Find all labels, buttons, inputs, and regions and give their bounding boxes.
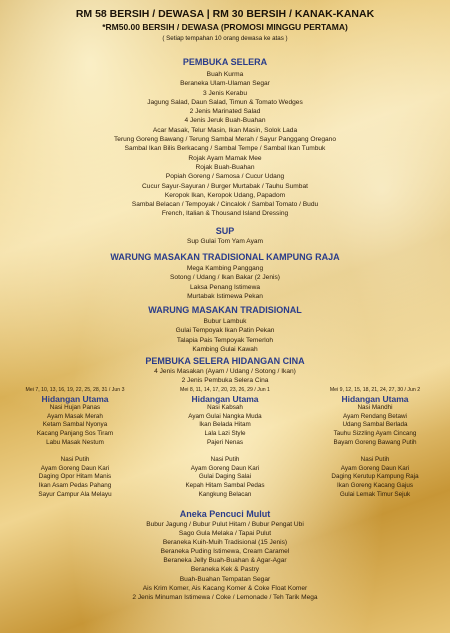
section-title-warung-tradisional: WARUNG MASAKAN TRADISIONAL	[148, 305, 302, 315]
list-item: Bubur Lambuk	[203, 318, 247, 325]
list-item: Kacang Panjang Sos Tiram	[36, 430, 114, 438]
list-item: Sup Gulai Tom Yam Ayam	[186, 238, 264, 245]
list-item: French, Italian & Thousand Island Dressing	[161, 210, 289, 218]
list-item: Udang Sambal Berlada	[342, 421, 408, 429]
promo-line: *RM50.00 BERSIH / DEWASA (PROMOSI MINGGU PERTAMA)	[102, 22, 348, 32]
list-item: Sotong / Udang / Ikan Bakar (2 Jenis)	[170, 274, 280, 282]
menu-group-1	[0, 404, 150, 448]
column-title: Hidangan Utama	[191, 394, 259, 404]
list-item: Nasi Putih	[360, 456, 390, 464]
list-item: Cucur Sayur-Sayuran / Burger Murtabak / Tauhu Sumbat	[142, 182, 308, 190]
list-item: Buah Kurma	[206, 71, 244, 78]
list-item: Ayam Goreng Daun Kari	[40, 464, 110, 472]
list-item: Ikan Goreng Kacang Gajus	[337, 482, 413, 490]
section-title-sup: SUP	[215, 226, 235, 236]
list-item: Terung Goreng Bawang / Terung Sambal Merah / Sayur Panggang Oregano	[113, 136, 336, 144]
list-item: Pajeri Nenas	[206, 438, 244, 446]
list-item: 4 Jenis Jeruk Buah-Buahan	[184, 117, 266, 125]
sup-list	[0, 237, 450, 246]
schedule-dates: Mei 8, 11, 14, 17, 20, 23, 26, 29 / Jun 1	[180, 387, 270, 393]
section-title-hidangan-cina: PEMBUKA SELERA HIDANGAN CINA	[145, 356, 305, 366]
list-item: Tauhu Sizzling Ayam Cincang	[333, 430, 417, 438]
list-item: Gulai Lemak Timur Sejuk	[339, 490, 411, 498]
list-item: Murtabak Istimewa Pekan	[187, 292, 263, 300]
list-item: Nasi Putih	[60, 456, 90, 464]
list-item: Buah-Buahan Tempatan Segar	[179, 575, 271, 583]
list-item: Bayam Goreng Bawang Putih	[333, 438, 417, 446]
list-item: Kepah Hitam Sambal Pedas	[185, 482, 265, 490]
list-item: Rojak Buah-Buahan	[195, 163, 255, 171]
list-item: Ikan Belada Hitam	[199, 421, 251, 429]
menu-group-2	[150, 456, 300, 500]
list-item: 2 Jenis Pembuka Selera Cina	[181, 377, 269, 385]
hidangan-utama-column-1	[0, 387, 150, 500]
list-item: Keropok Ikan, Keropok Udang, Papadom	[164, 191, 286, 199]
list-item: Beraneka Kek & Pastry	[190, 566, 260, 574]
list-item: Daging Kerutup Kampung Raja	[331, 473, 419, 481]
section-title-pembuka-selera: PEMBUKA SELERA	[182, 57, 268, 67]
menu-group-2	[0, 456, 150, 500]
list-item: Sambal Belacan / Tempoyak / Cincalok / Sambal Tomato / Budu	[131, 201, 319, 209]
list-item: Sayur Campur Ala Melayu	[38, 490, 112, 498]
list-item: Beraneka Puding Istimewa, Cream Caramel	[160, 548, 290, 556]
list-item: Beraneka Ulam-Ulaman Segar	[180, 80, 270, 88]
menu-group-1	[300, 404, 450, 448]
price-line: RM 58 BERSIH / DEWASA | RM 30 BERSIH / KANAK-KANAK	[75, 8, 375, 20]
hidangan-utama-column-2	[150, 387, 300, 500]
booking-note: ( Setiap tempahan 10 orang dewasa ke atas )	[162, 35, 288, 42]
pembuka-selera-list	[0, 70, 450, 219]
list-item: Ikan Asam Pedas Pahang	[38, 482, 112, 490]
warung-tradisional-list	[0, 317, 450, 354]
list-item: Gulai Daging Salai	[198, 473, 252, 481]
column-title: Hidangan Utama	[41, 394, 109, 404]
list-item: 2 Jenis Marinated Salad	[189, 108, 261, 116]
list-item: Mega Kambing Panggang	[186, 265, 264, 272]
schedule-dates: Mei 7, 10, 13, 16, 19, 22, 25, 28, 31 / Jun 3	[25, 387, 125, 393]
list-item: 4 Jenis Masakan (Ayam / Udang / Sotong / Ikan)	[154, 368, 296, 375]
schedule-dates: Mei 9, 12, 15, 18, 21, 24, 27, 30 / Jun 2	[329, 387, 421, 393]
list-item: Jagung Salad, Daun Salad, Timun & Tomato Wedges	[147, 98, 303, 106]
pencuci-mulut-list	[0, 520, 450, 602]
list-item: Popiah Goreng / Samosa / Cucur Udang	[165, 173, 285, 181]
warung-kampung-list	[0, 264, 450, 301]
list-item: Beraneka Jelly Buah-Buahan & Agar-Agar	[163, 557, 287, 565]
list-item: Ayam Masak Merah	[47, 412, 103, 420]
list-item: Rojak Ayam Mamak Mee	[188, 154, 262, 162]
list-item: Sambal Ikan Bilis Berkacang / Sambal Tempe / Sambal Ikan Tumbuk	[124, 145, 326, 153]
hidangan-utama-column-3	[300, 387, 450, 500]
list-item: Sago Gula Melaka / Tapai Pulut	[178, 530, 272, 538]
section-title-pencuci-mulut: Aneka Pencuci Mulut	[179, 509, 271, 519]
list-item: Ayam Goreng Daun Kari	[190, 464, 260, 472]
column-title: Hidangan Utama	[341, 394, 409, 404]
list-item: Bubur Jagung / Bubur Pulut Hitam / Bubur Pengat Ubi	[146, 521, 304, 528]
menu-group-1	[150, 404, 300, 448]
list-item: Ayam Rendang Betawi	[343, 412, 407, 420]
list-item: Ais Krim Komer, Ais Kacang Komer & Coke Float Komer	[142, 584, 308, 592]
list-item: Ketam Sambal Nyonya	[42, 421, 108, 429]
list-item: Talapia Pais Tempoyak Temerloh	[176, 336, 274, 344]
list-item: Beraneka Kuih-Muih Tradisional (15 Jenis)	[162, 539, 288, 547]
menu-group-2	[300, 456, 450, 500]
list-item: Nasi Mandhi	[357, 404, 393, 411]
list-item: Acar Masak, Telur Masin, Ikan Masin, Solok Lada	[152, 126, 298, 134]
list-item: Kambing Gulai Kawah	[192, 345, 258, 353]
list-item: Kangkung Belacan	[198, 490, 252, 498]
list-item: 3 Jenis Kerabu	[203, 89, 247, 97]
list-item: Labu Masak Nestum	[46, 438, 104, 446]
list-item: 2 Jenis Minuman Istimewa / Coke / Lemonade / Teh Tarik Mega	[132, 593, 318, 601]
section-title-warung-kampung-raja: WARUNG MASAKAN TRADISIONAL KAMPUNG RAJA	[110, 252, 340, 262]
list-item: Ayam Gulai Nangka Muda	[188, 412, 262, 420]
list-item: Lala Lazi Style	[204, 430, 246, 438]
list-item: Ayam Goreng Daun Kari	[340, 464, 410, 472]
list-item: Nasi Hujan Panas	[49, 404, 101, 411]
list-item: Nasi Kabsah	[207, 404, 243, 411]
hidangan-cina-list	[0, 367, 450, 386]
list-item: Daging Opor Hitam Manis	[38, 473, 112, 481]
list-item: Gulai Tempoyak Ikan Patin Pekan	[175, 327, 275, 335]
list-item: Laksa Penang Istimewa	[189, 283, 260, 291]
list-item: Nasi Putih	[210, 456, 240, 464]
